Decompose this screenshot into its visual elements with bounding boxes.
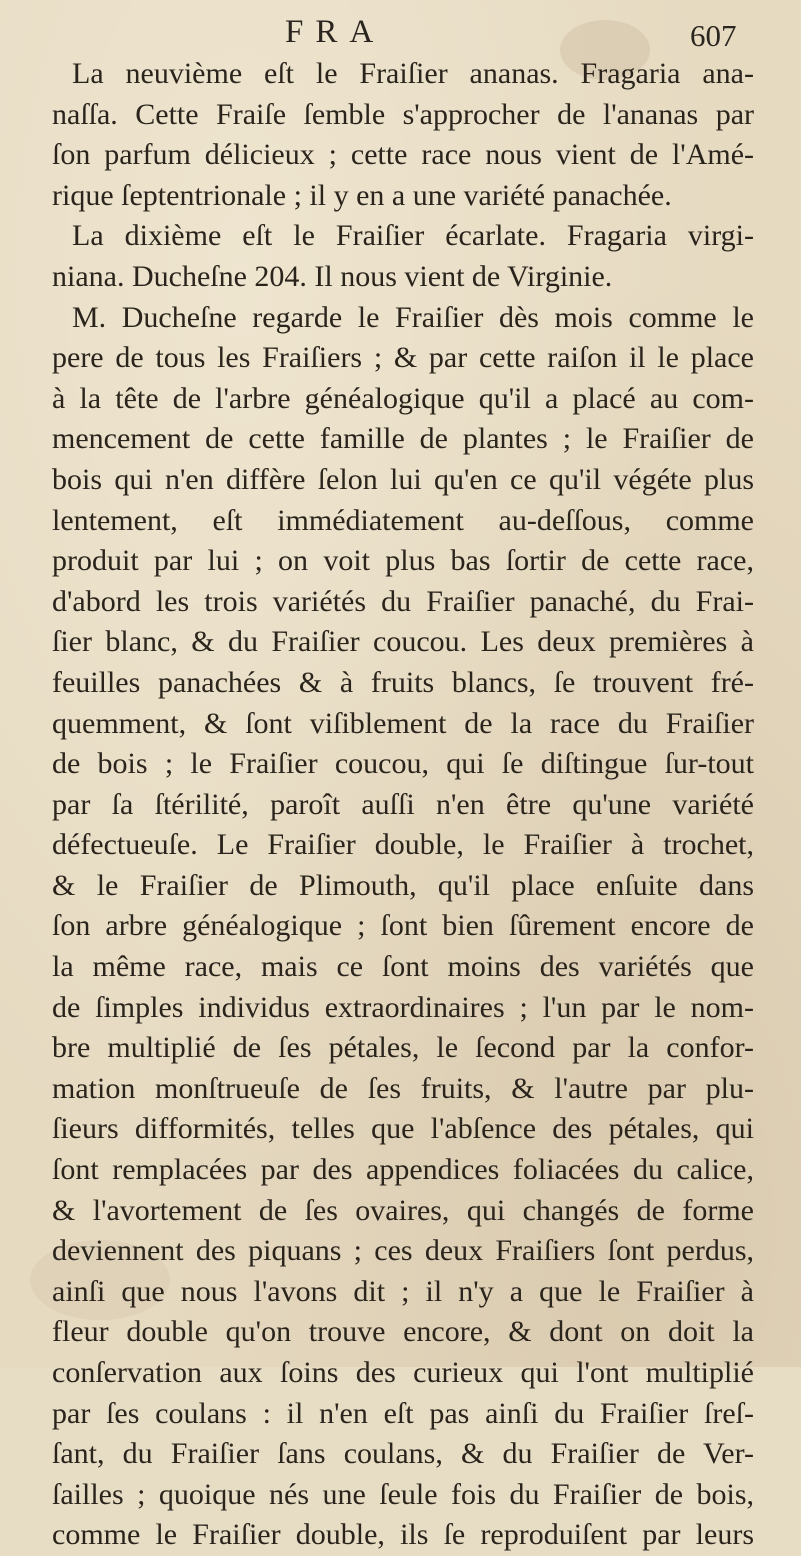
page-header xyxy=(0,14,801,54)
text-line: à la tête de l'arbre généalogique qu'il a placé au com- xyxy=(52,381,754,415)
text-line: ſieurs difformités, telles que l'abſence des pétales, qui xyxy=(52,1112,754,1146)
text-line: défectueuſe. Le Fraiſier double, le Fraiſier à trochet, xyxy=(52,828,754,862)
text-line: par ſa ſtérilité, paroît auſſi n'en être qu'une variété xyxy=(52,787,754,821)
text-line: ſier blanc, & du Fraiſier coucou. Les deux premières à xyxy=(52,625,754,659)
text-line: bois qui n'en diffère ſelon lui qu'en ce qu'il végéte plus xyxy=(52,462,754,496)
text-line: & le Fraiſier de Plimouth, qu'il place enſuite dans xyxy=(52,868,754,902)
text-line: de ſimples individus extraordinaires ; l'un par le nom- xyxy=(52,990,754,1024)
text-line: ſailles ; quoique nés une ſeule fois du Fraiſier de bois, xyxy=(52,1477,754,1511)
text-line: rique ſeptentrionale ; il y en a une variété panachée. xyxy=(52,178,672,212)
text-line: feuilles panachées & à fruits blancs, ſe trouvent fré- xyxy=(52,665,754,699)
text-line: La dixième eſt le Fraiſier écarlate. Fragaria virgi- xyxy=(72,219,754,253)
text-line: de bois ; le Fraiſier coucou, qui ſe diſtingue ſur-tout xyxy=(52,747,754,781)
text-line: naſſa. Cette Fraiſe ſemble s'approcher de l'ananas par xyxy=(52,97,754,131)
text-line: ſon arbre généalogique ; ſont bien ſûrement encore de xyxy=(52,909,754,943)
text-line: ſant, du Fraiſier ſans coulans, & du Fraiſier de Ver- xyxy=(52,1437,754,1471)
text-line: niana. Ducheſne 204. Il nous vient de Virginie. xyxy=(52,259,613,293)
text-line: ainſi que nous l'avons dit ; il n'y a que le Fraiſier à xyxy=(52,1274,754,1308)
text-line: bre multiplié de ſes pétales, le ſecond par la confor- xyxy=(52,1031,754,1065)
text-line: par ſes coulans : il n'en eſt pas ainſi du Fraiſier ſreſ- xyxy=(52,1396,754,1430)
text-line: ſont remplacées par des appendices foliacées du calice, xyxy=(52,1153,754,1187)
text-line: mation monſtrueuſe de ſes fruits, & l'autre par plu- xyxy=(52,1071,754,1105)
text-line: fleur double qu'on trouve encore, & dont on doit la xyxy=(52,1315,754,1349)
text-line: comme le Fraiſier double, ils ſe reproduiſent par leurs xyxy=(52,1518,754,1552)
text-line: quemment, & ſont viſiblement de la race du Fraiſier xyxy=(52,706,754,740)
page-number: 607 xyxy=(690,18,737,53)
body-text xyxy=(52,54,754,1556)
text-line: deviennent des piquans ; ces deux Fraiſiers ſont perdus, xyxy=(52,1234,754,1268)
text-line: ſon parfum délicieux ; cette race nous vient de l'Amé- xyxy=(52,138,754,172)
text-line: La neuvième eſt le Fraiſier ananas. Fragaria ana- xyxy=(72,57,754,90)
text-line: M. Ducheſne regarde le Fraiſier dès mois comme le xyxy=(72,300,754,334)
text-line: pere de tous les Fraiſiers ; & par cette raiſon il le place xyxy=(52,341,754,375)
text-line: & l'avortement de ſes ovaires, qui changés de forme xyxy=(52,1193,754,1227)
text-line: la même race, mais ce ſont moins des variétés que xyxy=(52,950,754,984)
running-head: FRA xyxy=(285,14,386,50)
text-line: conſervation aux ſoins des curieux qui l'ont multiplié xyxy=(52,1356,754,1389)
text-line: produit par lui ; on voit plus bas ſortir de cette race, xyxy=(52,544,754,578)
text-line: d'abord les trois variétés du Fraiſier panaché, du Frai- xyxy=(52,584,754,618)
text-line: lentement, eſt immédiatement au-deſſous, comme xyxy=(52,503,754,537)
text-line: mencement de cette famille de plantes ; le Fraiſier de xyxy=(52,422,754,456)
